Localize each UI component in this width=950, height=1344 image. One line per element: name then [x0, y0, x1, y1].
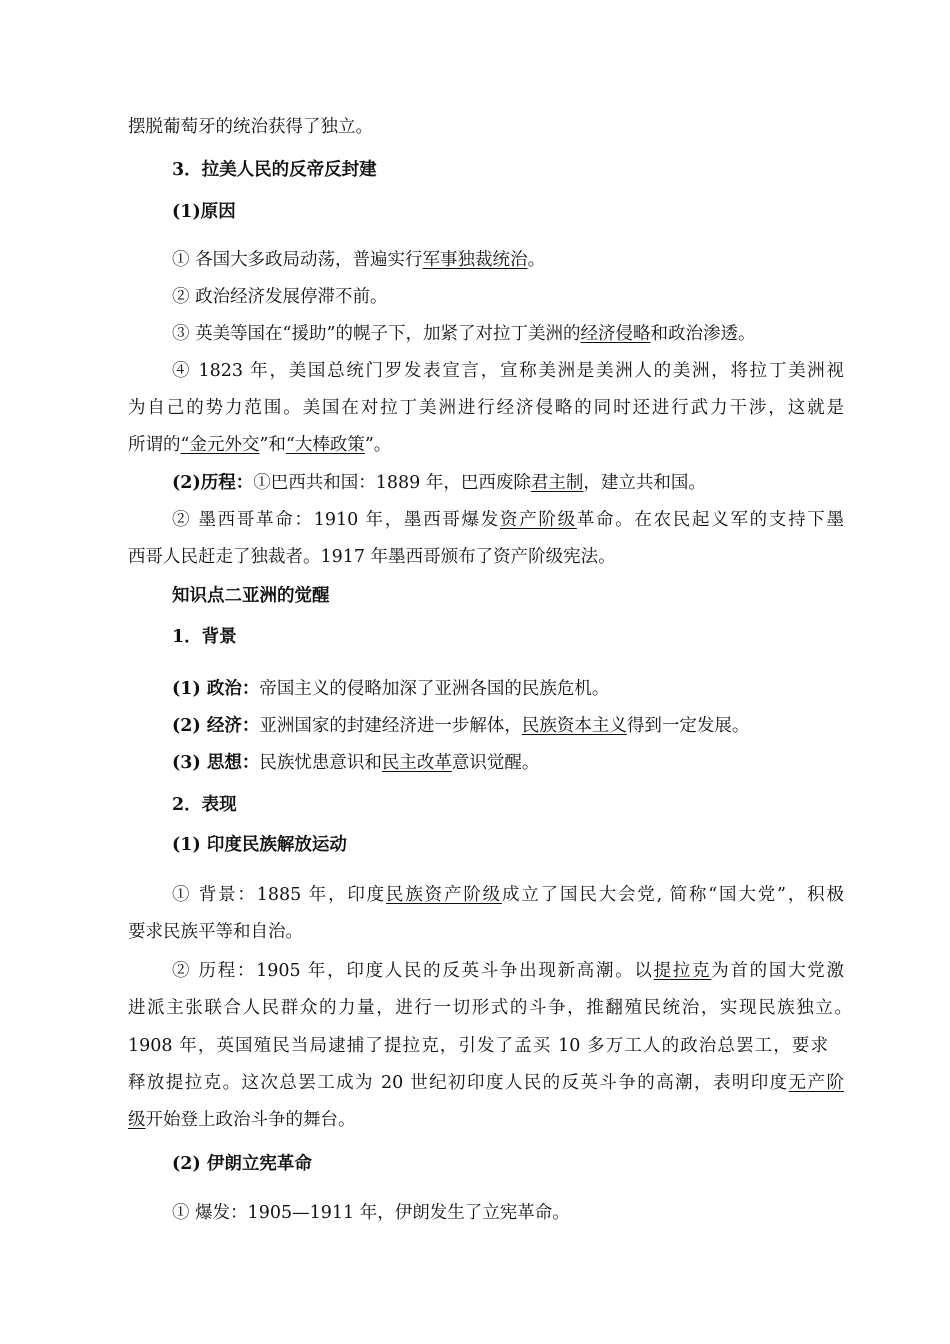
text: 1908 年，英国殖民当局逮捕了提拉克，引发了孟买 10 多万工人的政治总罢工，要求 — [128, 1036, 828, 1056]
label: (2)历程： — [172, 473, 254, 493]
text-line — [128, 996, 852, 1020]
text: ② 历程：1905 年，印度人民的反英斗争出现新高潮。以 — [172, 961, 654, 981]
heading-text: (2) 伊朗立宪革命 — [172, 1154, 312, 1174]
text-line — [128, 115, 373, 139]
text: ① 各国大多政局动荡，普遍实行 — [172, 250, 423, 270]
heading-text: 3．拉美人民的反帝反封建 — [172, 160, 377, 180]
section-heading — [172, 793, 237, 817]
text: 得到一定发展。 — [626, 716, 750, 736]
text-line — [172, 751, 539, 775]
text: 所谓的 — [128, 435, 181, 455]
underlined-answer: “金元外交 — [180, 435, 260, 455]
section-heading — [172, 584, 330, 608]
text-line — [172, 883, 844, 907]
underlined-answer: 无产阶 — [788, 1073, 844, 1093]
text: 摆脱葡萄牙的统治获得了独立。 — [128, 117, 373, 137]
text-line — [172, 677, 609, 701]
text-line — [172, 508, 844, 532]
text: ② 墨西哥革命：1910 年，墨西哥爆发 — [172, 510, 500, 530]
underlined-answer: 资产阶级 — [499, 510, 577, 530]
text-line — [128, 396, 844, 420]
underlined-answer: 君主制 — [530, 473, 584, 493]
text: 开始登上政治斗争的舞台。 — [145, 1110, 356, 1130]
text: 为自己的势力范围。美国在对拉丁美洲进行经济侵略的同时还进行武力干涉，这就是 — [128, 398, 844, 418]
text: ，建立共和国。 — [583, 473, 706, 493]
text: ”。 — [364, 435, 392, 455]
section-heading — [172, 158, 377, 182]
text-line — [128, 920, 303, 944]
text: ① 背景：1885 年，印度 — [172, 885, 386, 905]
text: 亚洲国家的封建经济进一步解体， — [259, 716, 522, 736]
heading-text: 1．背景 — [172, 627, 237, 647]
text-line — [172, 714, 749, 738]
text: ③ 英美等国在“援助”的幌子下，加紧了对拉丁美洲的 — [172, 324, 581, 344]
text: 西哥人民赶走了独裁者。1917 年墨西哥颁布了资产阶级宪法。 — [128, 547, 616, 567]
text: 为首的国大党激 — [711, 961, 845, 981]
text: ①巴西共和国：1889 年，巴西废除 — [253, 473, 531, 493]
underlined-answer: 民主改革 — [381, 753, 452, 773]
text: ② 政治经济发展停滞不前。 — [172, 287, 388, 307]
text-line — [128, 433, 391, 457]
text: 要求民族平等和自治。 — [128, 922, 303, 942]
text-line — [172, 248, 545, 272]
label: (3) 思想： — [172, 753, 260, 773]
underlined-answer: 民族资产阶级 — [385, 885, 502, 905]
text: 进派主张联合人民群众的力量，进行一切形式的斗争，推翻殖民统治，实现民族独立。 — [128, 998, 852, 1018]
text-line — [128, 1108, 356, 1132]
text: 革命。在农民起义军的支持下墨 — [576, 510, 845, 530]
text-line — [128, 1034, 828, 1058]
text: 帝国主义的侵略加深了亚洲各国的民族危机。 — [259, 679, 610, 699]
text: 民族忧患意识和 — [259, 753, 382, 773]
text-line — [172, 359, 844, 383]
text: 和政治渗透。 — [650, 324, 756, 344]
underlined-answer: 级 — [128, 1110, 146, 1130]
text-line — [128, 545, 616, 569]
text: ① 爆发：1905—1911 年，伊朗发生了立宪革命。 — [172, 1203, 570, 1223]
underlined-answer: 提拉克 — [653, 961, 712, 981]
subsection-heading — [172, 1152, 312, 1176]
text: 意识觉醒。 — [451, 753, 540, 773]
text: 成立了国民大会党, 简称“国大党”，积极 — [501, 885, 844, 905]
underlined-answer: “大棒政策 — [285, 435, 365, 455]
subsection-heading — [172, 200, 236, 224]
text-line — [172, 959, 844, 983]
subsection-heading — [172, 833, 347, 857]
label: (1) 政治： — [172, 679, 260, 699]
text-line — [172, 1201, 570, 1225]
heading-text: 2．表现 — [172, 795, 237, 815]
heading-text: 知识点二亚洲的觉醒 — [172, 586, 330, 606]
underlined-answer: 经济侵略 — [580, 324, 651, 344]
text-line — [128, 1071, 844, 1095]
text-line — [172, 471, 706, 495]
section-heading — [172, 625, 237, 649]
text: ④ 1823 年，美国总统门罗发表宣言，宣称美洲是美洲人的美洲，将拉丁美洲视 — [172, 361, 844, 381]
text: 释放提拉克。这次总罢工成为 20 世纪初印度人民的反英斗争的高潮，表明印度 — [128, 1073, 789, 1093]
label: (2) 经济： — [172, 716, 260, 736]
text-line — [172, 322, 755, 346]
text-line — [172, 285, 388, 309]
heading-text: (1) 印度民族解放运动 — [172, 835, 347, 855]
underlined-answer: 军事独裁统治 — [422, 250, 528, 270]
text: ”和 — [259, 435, 286, 455]
text: 。 — [527, 250, 546, 270]
heading-text: (1)原因 — [172, 202, 236, 222]
underlined-answer: 民族资本主义 — [521, 716, 627, 736]
